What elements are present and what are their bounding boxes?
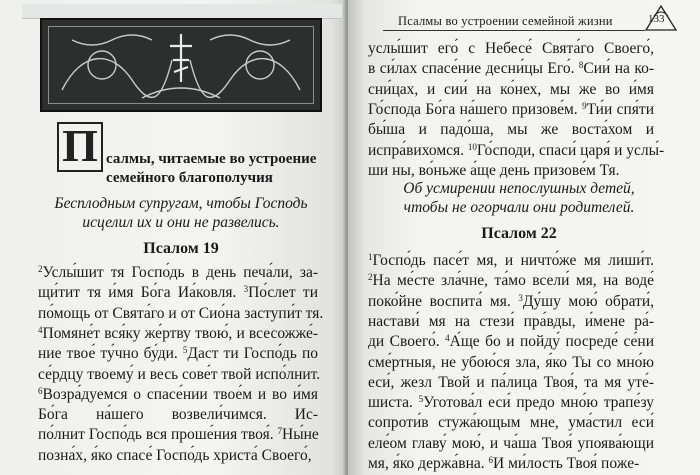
verse-number: 8: [578, 60, 584, 71]
text-segment: по́лнит Госпо́дь вся проше́ния твоя́.: [38, 426, 278, 444]
running-head-rule: [383, 30, 645, 31]
text-segment: ши ны, во́ньже а́ще день призове́м Тя.: [368, 161, 620, 179]
text-segment: А́ще бо и пойду́ посреде́ се́ни: [449, 333, 654, 351]
verse-number: 2: [38, 264, 43, 274]
text-line: [368, 272, 654, 290]
verse-number: 10: [467, 141, 477, 152]
verse-number: 6: [488, 455, 494, 465]
text-line: [38, 386, 318, 404]
verse-number: 6: [38, 385, 43, 396]
text-segment: Го́споди, спаси́ царя́ и услы́-: [476, 141, 665, 159]
verse-number: 5: [182, 345, 188, 356]
text-segment: ди Своего́.: [368, 333, 446, 351]
title-drop-cap: П: [57, 122, 103, 172]
text-segment: бы́ша и падо́ша, мы же воста́хом и: [368, 121, 654, 139]
text-line: [38, 406, 318, 424]
text-line: [368, 354, 654, 372]
running-head: Псалмы во устроении семейной жизни: [398, 14, 613, 28]
text-line: [368, 435, 654, 453]
verse-number: 4: [445, 333, 450, 344]
verse-number: 9: [582, 100, 587, 111]
text-segment: Даст ти Госпо́дь по: [187, 345, 318, 363]
text-line: [38, 325, 318, 343]
text-segment: Уготова́л еси́ предо мно́ю трапе́зу: [423, 394, 654, 412]
text-line: [368, 141, 665, 160]
text-line: [38, 284, 318, 302]
text-line: [368, 40, 654, 58]
text-line: [368, 293, 654, 311]
text-segment: настави́ мя на стези́ пра́вды, и́мене ра́-: [368, 312, 654, 330]
text-segment: сопроти́в стужа́ющым мне, ума́стил еси́: [368, 414, 654, 432]
text-segment: сме́ртныя, не убою́ся зла, я́ко Ты со мно́ю: [368, 353, 654, 371]
text-line: [368, 252, 654, 270]
text-line: [368, 414, 654, 432]
text-line: [38, 447, 318, 465]
text-segment: Ти́и спя́ти: [586, 100, 654, 118]
text-segment: по́мощь от Свята́го и от Сио́на заступи́т тя.: [38, 304, 324, 322]
text-segment: Ду́шу мою́ обрати́,: [522, 292, 654, 310]
text-segment: сни́цах, и сии́ на ко́нех, мы же во и́мя: [368, 80, 654, 98]
text-segment: еси́, жезл Твой и па́лица Твоя́, та мя уте́-: [368, 373, 654, 391]
text-segment: Возра́дуемся о спасе́нии твое́м и во и́мя: [42, 385, 318, 403]
text-line: [368, 121, 654, 139]
text-segment: еле́ом главу́ мою́, и ча́ша Твоя́ упоява́ющи: [368, 434, 654, 452]
section-subtitle-line1: Бесплодным супругам, чтобы Господь: [54, 195, 308, 212]
text-line: [368, 313, 654, 331]
ornament-pattern-icon: [42, 20, 320, 110]
text-line: [38, 264, 318, 282]
text-segment: Помяне́т вся́ку же́ртву твою́, и всесожже́-: [42, 324, 318, 342]
text-line: [368, 101, 654, 119]
verse-number: 3: [243, 284, 249, 295]
text-segment: услы́шит его́ с Небесе́ Свята́го Своего́,: [368, 40, 654, 57]
text-segment: позна́х, я́ко спасе́ Госпо́дь христа́ Своего́,: [38, 446, 312, 464]
verse-number: 7: [277, 426, 282, 437]
left-header-band: [22, 4, 347, 19]
text-line: [38, 365, 321, 384]
text-line: [38, 304, 324, 323]
text-line: [368, 374, 654, 392]
text-segment: в си́лах спасе́ние десни́цы Его́.: [368, 60, 579, 78]
text-line: [368, 162, 654, 180]
section-title-line2: семейного благополучия: [106, 170, 273, 186]
text-segment: Услы́шит тя Госпо́дь в день печа́ли, за-: [42, 264, 318, 281]
psalm-heading-right: Псалом 22: [481, 225, 557, 242]
text-line: [368, 394, 654, 412]
right-page: [348, 0, 700, 475]
text-segment: поко́йне воспита́ мя.: [368, 292, 519, 310]
text-segment: По́слет ти: [248, 284, 318, 302]
text-line: [368, 81, 654, 99]
text-segment: мя, я́ко держа́вна.: [368, 455, 489, 472]
text-segment: И ми́лость Твоя́ поже-: [493, 455, 640, 472]
right-subtitle-line2: чтобы не огорчали они родителей.: [403, 199, 635, 216]
text-line: [368, 455, 654, 473]
text-line: [368, 333, 654, 351]
text-segment: ние твое́ ту́чно бу́ди.: [38, 345, 183, 363]
page-number: 133: [648, 13, 665, 25]
verse-number: 4: [38, 324, 43, 335]
text-line: [38, 426, 318, 444]
verse-number: 3: [518, 292, 523, 303]
ornamental-headpiece: [40, 18, 322, 112]
text-segment: щи́тит тя и́мя Бо́га Иа́ковля.: [38, 284, 244, 302]
section-subtitle-line2: исцелил их и они не развелись.: [82, 214, 280, 231]
right-subtitle-line1: Об усмирении непослушных детей,: [403, 180, 635, 197]
text-segment: Го́спода Бо́га на́шего призове́м.: [368, 100, 583, 118]
text-segment: На ме́сте зла́чне, та́мо всели́ мя, на воде́: [372, 272, 654, 290]
text-segment: испра́вихомся.: [368, 141, 468, 159]
text-segment: Ны́не: [282, 426, 319, 444]
text-line: [38, 345, 318, 363]
verse-number: 5: [418, 394, 424, 405]
text-segment: се́рдцу твоему́ и весь сове́т твой испо́лнит.: [38, 365, 321, 383]
text-segment: Госпо́дь пасе́т мя, и ничто́же мя лиши́т.: [372, 252, 654, 269]
verse-number: 2: [368, 272, 373, 283]
psalm-heading: Псалом 19: [143, 240, 219, 257]
text-segment: Бо́га на́шего возвели́чимся. Ис-: [38, 406, 318, 424]
text-segment: шиста.: [368, 394, 419, 412]
section-title-line1: салмы, читаемые во устроение: [106, 151, 317, 167]
verse-number: 1: [368, 252, 373, 262]
text-segment: Сии́ на ко-: [583, 60, 654, 78]
text-line: [368, 60, 654, 78]
left-page: [0, 0, 348, 475]
